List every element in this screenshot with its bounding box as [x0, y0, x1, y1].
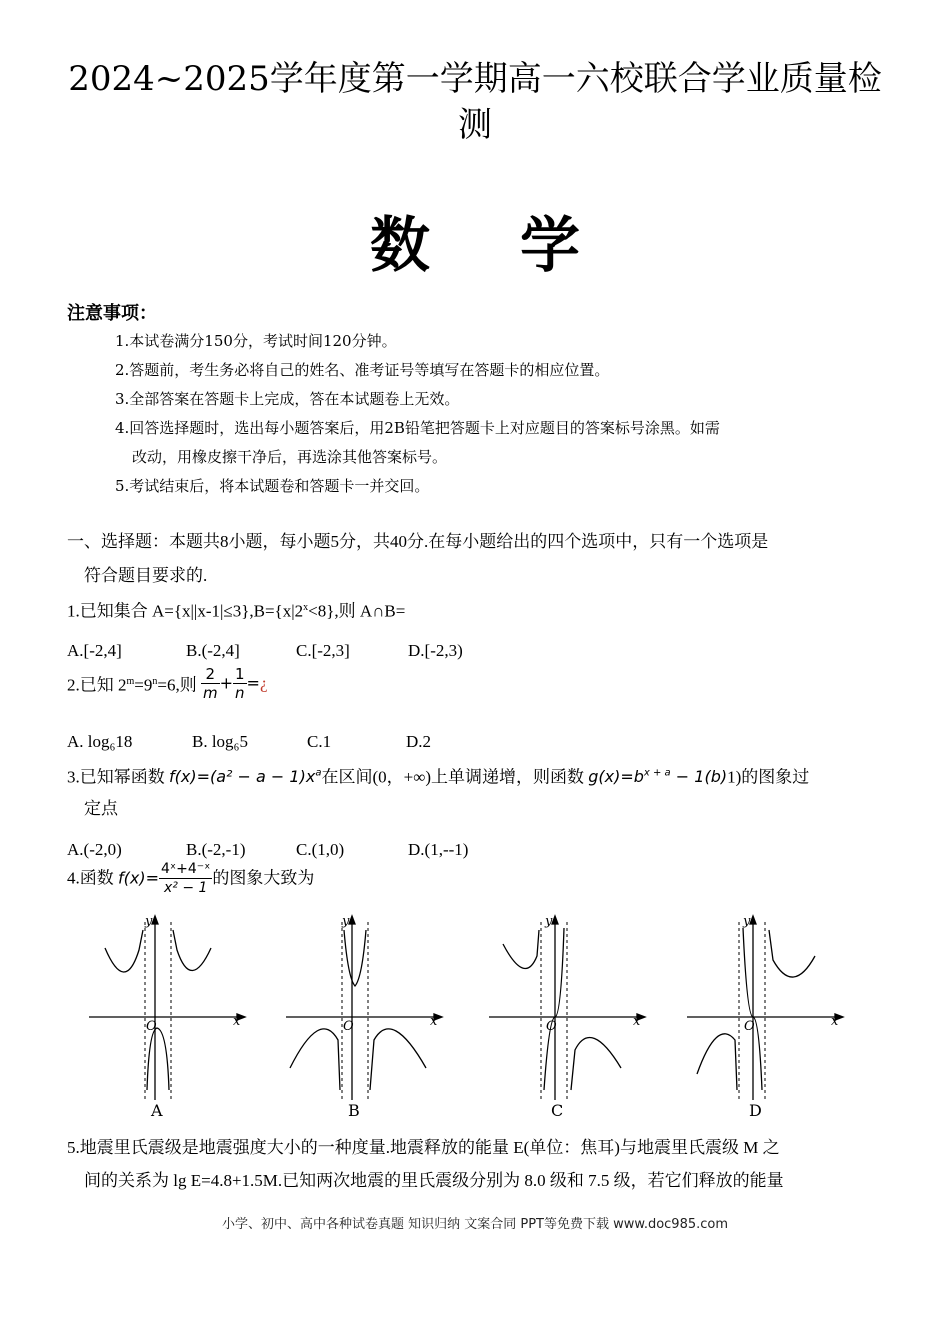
- q3-option-c: C.(1,0): [296, 840, 345, 859]
- graph-D-y-label: y: [743, 914, 751, 929]
- q3-option-d: D.(1,--1): [408, 840, 469, 859]
- notice-item-4b: 改动，用橡皮擦干净后，再选涂其他答案标号。: [132, 448, 448, 466]
- graph-A-letter: A: [151, 1101, 163, 1120]
- graph-D-y-arrow: [750, 916, 756, 924]
- graph-D-letter: D: [749, 1101, 762, 1120]
- graph-D-curve-left: [697, 1034, 737, 1090]
- g-function-expr: $g(x)=b^{x + a} - 1(b)$: [588, 767, 728, 787]
- notice-item-5: 5.考试结束后，将本试题卷和答题卡一并交回。: [115, 477, 430, 495]
- notice-heading: 注意事项：: [67, 303, 157, 324]
- graph-A-y-label: y: [145, 914, 153, 929]
- q4-graph-options: [0, 900, 950, 1122]
- fraction-1-over-n: $\frac{1}{n}$: [235, 665, 245, 702]
- notice-item-1: 1.本试卷满分150分，考试时间120分钟。: [115, 332, 397, 350]
- q2-option-d: D.2: [406, 732, 432, 751]
- graph-B-curve-right: [370, 1029, 426, 1090]
- graph-C-y-arrow: [552, 916, 558, 924]
- graph-C-y-label: y: [545, 914, 553, 929]
- graph-C-curve-middle: [544, 928, 564, 1090]
- q4-fraction: $\frac{\text{4ˣ+4⁻ˣ}}{\text{x² − 1}}$: [161, 861, 211, 896]
- graph-D-x-label: x: [831, 1014, 839, 1029]
- fraction-2-over-m: $\frac{2}{m}$: [202, 665, 218, 702]
- graph-C-curve-left: [503, 930, 539, 969]
- graph-A-curve-right: [173, 930, 211, 971]
- graph-B-y-arrow: [349, 916, 355, 924]
- graph-C-curve-right: [571, 1038, 621, 1090]
- graph-B-origin: O: [343, 1019, 354, 1034]
- graph-C-letter: C: [551, 1101, 564, 1120]
- question-3-stem-cont: 定点: [84, 799, 118, 818]
- question-5-line1: 5.地震里氏震级是地震强度大小的一种度量.地震释放的能量 E(单位：焦耳)与地震里氏震级 M 之: [67, 1138, 780, 1157]
- q2-option-c: C.1: [307, 732, 332, 751]
- q2-option-b: B. log₆5: [192, 732, 248, 751]
- q3-option-b: B.(-2,-1): [186, 840, 246, 859]
- q1-option-a: A.[-2,4]: [67, 641, 122, 660]
- question-4-stem: 4.函数 f(x)= $\frac{\text{4ˣ+4⁻ˣ}}{\text{x² − 1}}$ 的图象大致为: [67, 861, 315, 896]
- graph-A-y-arrow: [152, 916, 158, 924]
- q3-option-a: A.(-2,0): [67, 840, 122, 859]
- question-1-stem: 1.已知集合 $A=\{x||x-1|\le 3\},B=\{x|2^x<8\}$,则 A∩B=: [67, 601, 406, 621]
- subject-title: [0, 198, 950, 284]
- graph-A-curve-middle: [147, 1028, 169, 1090]
- graph-A-x-label: x: [233, 1014, 241, 1029]
- graph-A-curve-left: [105, 930, 143, 972]
- subject-char-2: 学: [520, 211, 580, 281]
- page-footer: 小学、初中、高中各种试卷真题 知识归纳 文案合同 PPT等免费下载 www.doc985.com: [221, 1217, 729, 1232]
- graph-D-curve-right: [769, 930, 815, 977]
- notice-item-2: 2.答题前，考生务必将自己的姓名、准考证号等填写在答题卡的相应位置。: [115, 361, 610, 379]
- subject-char-1: 数: [370, 211, 430, 281]
- exam-title-line1: 2024~2025学年度第一学期高一六校联合学业质量检: [68, 59, 882, 99]
- q1-option-b: B.(-2,4]: [186, 641, 240, 660]
- question-2-stem: 2.已知 $2^m=9^n=6$,则 $\frac{2}{m}$ + $\frac{1}{n}$ =¿: [67, 665, 268, 702]
- section-1-heading: 一、选择题：本题共8小题，每小题5分，共40分.在每小题给出的四个选项中，只有一个选项是: [67, 532, 769, 551]
- q2-option-a: A. log₆18: [67, 732, 133, 751]
- question-3-stem: 3.已知幂函数 $f(x)=(a^2 - a - 1)x^a$在区间(0，+∞)上单调递增，则函数 $g(x)=b^{x + a} - 1(b)1$)的图象过: [67, 767, 810, 787]
- graph-B-letter: B: [348, 1101, 360, 1120]
- graph-B-curve-middle: [344, 930, 366, 986]
- graph-B-curve-left: [290, 1029, 340, 1090]
- exam-title-line2: 测: [458, 105, 492, 145]
- graph-C-x-label: x: [633, 1014, 641, 1029]
- notice-item-4a: 4.回答选择题时，选出每小题答案后，用2B铅笔把答题卡上对应题目的答案标号涂黑。如需: [115, 419, 720, 437]
- q1-option-d: D.[-2,3): [408, 641, 463, 660]
- graph-A-origin: O: [146, 1019, 157, 1034]
- graph-B-x-label: x: [430, 1014, 438, 1029]
- question-5-line2: 间的关系为 lg E=4.8+1.5M.已知两次地震的里氏震级分别为 8.0 级和 7.5 级，若它们释放的能量: [84, 1171, 784, 1190]
- q1-option-c: C.[-2,3]: [296, 641, 350, 660]
- power-function-expr: $f(x)=(a^2 - a - 1)x^a$: [169, 767, 322, 787]
- section-1-heading-cont: 符合题目要求的.: [84, 566, 208, 585]
- graph-C-origin: O: [546, 1019, 557, 1034]
- graph-B-y-label: y: [342, 914, 350, 929]
- graph-D-origin: O: [744, 1019, 755, 1034]
- notice-item-3: 3.全部答案在答题卡上完成，答在本试题卷上无效。: [115, 390, 460, 408]
